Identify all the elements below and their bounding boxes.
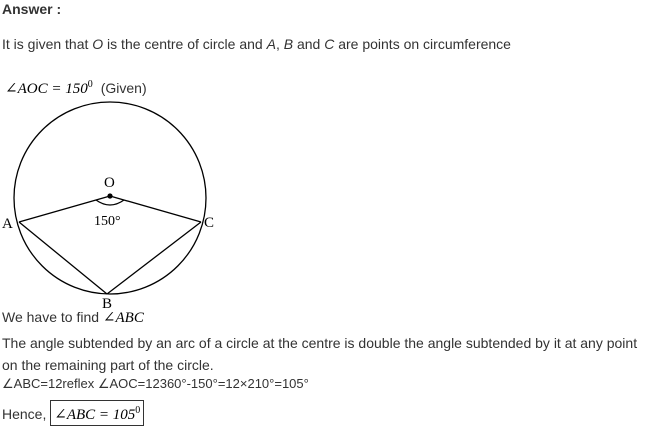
angle-arc xyxy=(96,200,124,205)
segment-ab xyxy=(19,222,107,294)
angle-150-label: 150° xyxy=(94,214,121,229)
circle-diagram xyxy=(0,98,230,312)
find-prefix: We have to find xyxy=(2,309,103,325)
angle-aoc-degree: 0 xyxy=(87,79,93,90)
angle-aoc-given xyxy=(5,79,147,98)
result-degree: 0 xyxy=(135,405,141,416)
hence-prefix: Hence, xyxy=(2,406,47,422)
theorem-statement: The angle subtended by an arc of a circle at the centre is double the angle subtended by it at any point on the remaining part of the circle. xyxy=(2,335,638,373)
given-note: (Given) xyxy=(100,80,147,96)
result-box xyxy=(50,400,144,426)
angle-aoc-expr: ∠AOC = 150 xyxy=(5,81,88,97)
label-o: O xyxy=(104,175,115,191)
given-and: and xyxy=(293,36,325,52)
given-mid: is the centre of circle and xyxy=(103,36,267,52)
answer-heading: Answer : xyxy=(2,1,62,17)
centre-point xyxy=(107,193,112,198)
conclusion-line xyxy=(2,400,144,426)
given-point-b: B xyxy=(283,36,294,52)
given-suffix: are points on circumference xyxy=(334,36,511,52)
given-point-c: C xyxy=(324,36,335,52)
label-a: A xyxy=(2,216,13,232)
find-target: ∠ABC xyxy=(102,310,144,326)
result-expr: ∠ABC = 105 xyxy=(54,407,136,423)
given-sep: , xyxy=(275,36,284,52)
find-statement xyxy=(2,308,144,327)
given-point-o: O xyxy=(92,36,104,52)
calculation-line: ∠ABC=12reflex ∠AOC=12360°-150°=12×210°=105° xyxy=(2,376,309,391)
given-statement xyxy=(2,36,511,52)
label-c: C xyxy=(204,215,215,231)
label-b: B xyxy=(102,296,113,312)
given-prefix: It is given that xyxy=(2,36,93,52)
given-point-a: A xyxy=(266,36,276,52)
